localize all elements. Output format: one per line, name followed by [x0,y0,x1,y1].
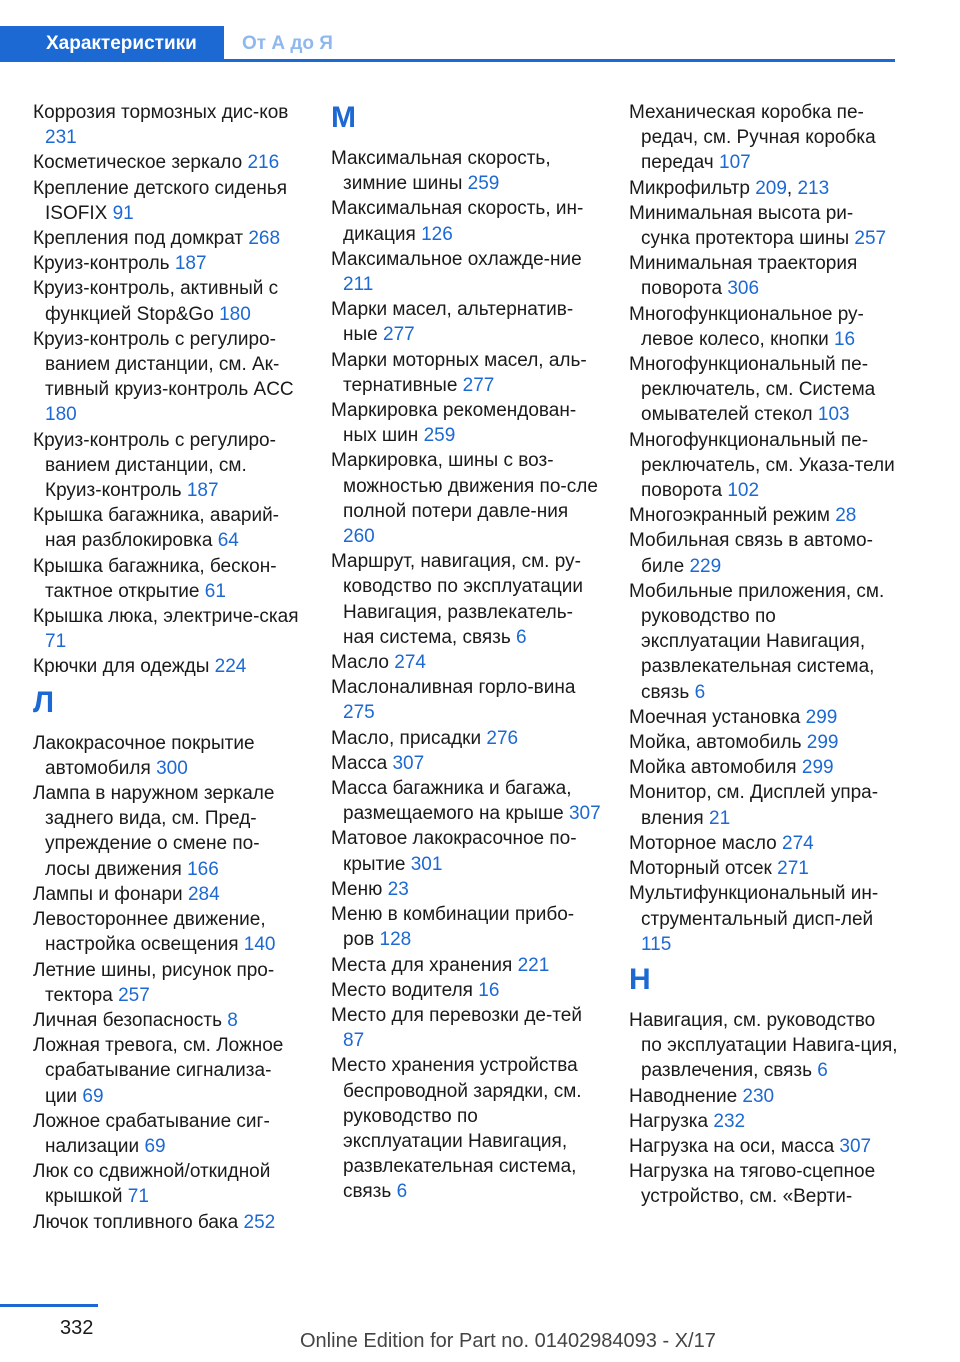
page-reference-link[interactable]: 274 [394,652,426,674]
index-entry [629,528,899,578]
index-entry [331,398,601,448]
index-entry-text: Максимальное охлажде-ние [331,248,582,270]
page-reference-link[interactable]: 260 [343,526,375,548]
page-reference-link[interactable]: 221 [517,954,550,976]
index-entry-text: Многофункциональный пе-реключатель, см. Система омывателей стекол [629,354,876,426]
page-reference-link[interactable]: 229 [689,555,722,577]
index-entry [629,780,899,830]
index-entry [629,1084,899,1109]
page-reference-link[interactable]: 71 [127,1186,149,1208]
index-entry-text: Летние шины, рисунок про-тектора [33,959,275,1006]
index-entry [629,428,899,504]
index-entry [331,675,601,725]
page-reference-link[interactable]: 299 [806,732,839,754]
index-entry [33,1210,303,1235]
page-reference-link[interactable]: 299 [801,757,834,779]
index-entry [629,881,899,957]
page-reference-link[interactable]: 128 [379,929,412,951]
index-entry-text: Крышка багажника, аварий-ная разблокировка [33,505,280,552]
index-entry-text: Масса багажника и багажа, размещаемого на крыше [331,778,572,825]
page-reference-link[interactable]: 277 [383,324,415,346]
page-reference-link[interactable]: 277 [462,374,495,396]
index-entry [33,251,303,276]
page-reference-link[interactable]: 187 [186,480,219,502]
index-entry-text: Лакокрасочное покрытие автомобиля [33,732,255,779]
page-reference-link[interactable]: 271 [777,858,809,880]
index-entry [331,1003,601,1053]
index-entry-text: Лампы и фонари [33,883,183,905]
index-letter-heading: М [331,101,356,134]
index-entry-text: Мойка автомобиля [629,757,797,779]
index-entry-text: Нагрузка на тягово-сцепное устройство, см. «Верти- [629,1161,876,1208]
index-entry-text: Крепления под домкрат [33,228,244,250]
index-entry [629,705,899,730]
page-number: 332 [60,1317,94,1339]
index-entry-text: Крючки для одежды [33,656,210,678]
page-reference-link[interactable]: 107 [719,152,751,174]
index-entry-text: Место для перевозки де-тей [331,1004,582,1026]
index-entry [33,428,303,504]
index-entry [331,448,601,549]
index-entry [629,503,899,528]
page-reference-link[interactable]: 257 [118,984,150,1006]
index-entry [33,100,303,150]
page-reference-link[interactable]: 274 [782,832,814,854]
page-reference-link[interactable]: 284 [187,883,220,905]
index-entry [629,856,899,881]
page-reference-link[interactable]: 126 [421,223,453,245]
index-entry [33,1159,303,1209]
page-reference-link[interactable]: 252 [243,1211,276,1233]
page-reference-link[interactable]: 209 [755,177,787,199]
page-reference-link[interactable]: 91 [112,202,134,224]
index-entry [33,150,303,175]
index-entry [33,781,303,882]
index-entry-text: Нагрузка на оси, масса [629,1135,835,1157]
index-entry [331,953,601,978]
page-reference-link[interactable]: 230 [742,1085,775,1107]
page-reference-link[interactable]: 71 [45,631,67,653]
index-entry [331,348,601,398]
index-entry [331,726,601,751]
page-reference-link[interactable]: 187 [174,253,207,275]
index-column-1 [33,100,303,1235]
index-entry [331,549,601,650]
page-reference-link[interactable]: 180 [219,303,251,325]
index-letter-heading: Л [33,685,55,719]
page-number-rule [0,1304,98,1307]
page-reference-link[interactable]: 69 [144,1135,166,1157]
tab-a-to-z[interactable]: От А до Я [242,33,333,54]
index-letter-heading: Н [629,962,651,996]
index-entry [331,877,601,902]
index-entry [629,1008,899,1084]
index-entry [331,146,601,196]
index-entry-text: Личная безопасность [33,1009,223,1031]
index-entry [331,751,601,776]
index-entry-text: Мультифункциональный ин-струментальный дисп-лей [629,883,879,930]
page-reference-link[interactable]: 301 [410,853,443,875]
index-entry-text: Матовое лакокрасочное по-крытие [331,828,577,875]
index-entry [331,776,601,826]
index-entry-text: Коррозия тормозных дис-ков [33,102,289,123]
index-entry-text: Микрофильтр [629,177,750,199]
index-entry-text: Марки моторных масел, аль-тернативные [331,349,587,396]
page-reference-link[interactable]: 307 [839,1135,872,1157]
index-entry-text: Маршрут, навигация, см. ру-ководство по эксплуатации Навигация, развлекатель-ная система, связь [331,551,583,648]
index-entry [331,297,601,347]
edition-footer: Online Edition for Part no. 01402984093 - X/17 [300,1330,716,1352]
index-entry-text: Максимальная скорость, ин-дикация [331,198,584,245]
index-entry [629,352,899,428]
index-entry: Микрофильтр 209, 213 [629,177,830,199]
page-reference-link[interactable]: 307 [392,752,425,774]
index-entry-text: Многофункциональный пе-реключатель, см. Указа-тели поворота [629,429,895,502]
index-entry-text: Лючок топливного бака [33,1211,239,1233]
index-entry [629,579,899,705]
page-reference-link[interactable]: 231 [45,127,77,149]
page-reference-link[interactable]: 6 [516,626,527,648]
index-entry [331,1053,601,1204]
page-reference-link[interactable]: 16 [833,328,856,350]
index-entry [33,327,303,428]
index-entry [331,978,601,1003]
page-reference-link[interactable]: 276 [486,727,519,749]
index-entry [331,650,601,675]
page-reference-link[interactable]: 115 [641,933,672,955]
index-entry [33,654,303,679]
index-entry-text: Марки масел, альтернатив-ные [331,299,574,346]
index-entry [629,1134,899,1159]
index-entry-text: Маркировка, шины с воз-можностью движения по-сле полной потери давле-ния [331,450,598,522]
index-entry [331,196,601,246]
tab-characteristics[interactable]: Характеристики [0,26,224,62]
page-reference-link[interactable]: 6 [817,1060,828,1082]
index-column-2 [331,100,601,1205]
index-entry [331,826,601,876]
index-entry [629,730,899,755]
page-reference-link[interactable]: 69 [82,1085,104,1107]
index-entry [629,831,899,856]
index-entry [331,247,601,297]
page-reference-link[interactable]: 87 [343,1030,365,1052]
page-reference-link[interactable]: 268 [248,228,281,250]
index-entry-text: Лампа в наружном зеркале заднего вида, см. Пред-упреждение о смене по-лосы движения [33,783,275,880]
index-entry-text: Крышка люка, электриче-ская [33,606,299,628]
index-entry-text: Моечная установка [629,706,801,728]
index-entry-text: Ложная тревога, см. Ложное срабатывание сигнализа-ции [33,1035,284,1107]
page-reference-link[interactable]: 6 [694,681,706,703]
page-reference-link[interactable]: 224 [214,656,247,678]
index-entry-text: Нагрузка [629,1110,709,1132]
index-entry-text: Масло, присадки [331,727,482,749]
index-entry [33,907,303,957]
index-entry-text: Меню в комбинации прибо-ров [331,904,575,951]
index-entry [33,276,303,326]
index-entry [33,882,303,907]
index-entry-text: Механическая коробка пе-редач, см. Ручная коробка передач [629,102,876,174]
page-reference-link[interactable]: 28 [835,505,857,527]
page-reference-link[interactable]: 23 [387,878,409,900]
page-reference-link[interactable]: 166 [187,858,219,880]
index-entry [33,1033,303,1109]
page-reference-link[interactable]: 275 [343,702,375,724]
index-entry-text: Монитор, см. Дисплей упра-вления [629,782,879,829]
page-reference-link[interactable]: 64 [217,530,239,552]
page-reference-link[interactable]: 232 [713,1110,746,1132]
index-entry [629,100,899,176]
index-entry [629,1159,899,1209]
page-reference-link[interactable]: 102 [727,480,760,502]
page-reference-link[interactable]: 6 [396,1181,408,1203]
index-entry-text: Минимальная высота ри-сунка протектора шины [629,202,854,250]
page-reference-link[interactable]: 300 [156,757,188,779]
chapter-tabs [0,0,895,62]
index-entry-text: Наводнение [629,1085,738,1107]
index-entry-text: Моторный отсек [629,858,772,880]
index-entry-text: Круиз-контроль с регулиро-ванием дистанции, см. Ак-тивный круиз-контроль ACC [33,328,294,401]
index-entry-text: Ложное срабатывание сиг-нализации [33,1110,270,1157]
index-entry-text: Круиз-контроль с регулиро-ванием дистанции, см. Круиз-контроль [33,429,276,502]
index-entry-text: Место водителя [331,979,473,1001]
index-entry-text: Моторное масло [629,832,777,854]
index-entry [33,604,303,654]
page-reference-link[interactable]: 259 [467,173,500,195]
index-entry-text: Косметическое зеркало [33,152,243,174]
index-entry [629,201,899,251]
page-reference-link[interactable]: 140 [243,934,276,956]
page-reference-link[interactable]: 306 [727,278,760,300]
index-entry [33,176,303,226]
page-reference-link[interactable]: 216 [247,152,280,174]
index-entry [331,902,601,952]
index-entry-text: Меню [331,878,383,900]
tab-underline [224,59,895,62]
page-reference-link[interactable]: 213 [797,177,830,199]
index-entry-text: Масса [331,752,388,774]
index-entry [629,755,899,780]
index-entry-text: Крепление детского сиденья ISOFIX [33,177,288,224]
page-reference-link[interactable]: 21 [709,807,731,829]
index-entry-text: Мобильные приложения, см. руководство по эксплуатации Навигация, развлекательная система, связь [629,580,885,703]
page-reference-link[interactable]: 8 [227,1009,238,1031]
index-entry-text: Круиз-контроль, активный с функцией Stop&Go [33,278,279,325]
page-reference-link[interactable]: 16 [478,979,500,1001]
index-entry-text: Места для хранения [331,954,513,976]
page-reference-link[interactable]: 103 [817,404,850,426]
index-entry-text: Маркировка рекомендован-ных шин [331,400,577,447]
index-entry-text: Круиз-контроль [33,253,170,275]
page-reference-link[interactable]: 180 [45,404,77,426]
page-reference-link[interactable]: 299 [805,706,838,728]
index-entry [33,1109,303,1159]
index-entry [33,554,303,604]
index-entry [33,958,303,1008]
page-reference-link[interactable]: 211 [343,274,374,296]
index-entry-text: Левостороннее движение, настройка освещения [33,909,266,956]
index-entry [629,251,899,301]
index-entry-text: Мойка, автомобиль [629,732,802,754]
index-entry-text: Навигация, см. руководство по эксплуатации Навига-ция, развлечения, связь [629,1009,898,1082]
index-entry-text: Максимальная скорость, зимние шины [331,148,551,195]
index-column-3 [629,100,899,1210]
index-entry-text: Место хранения устройства беспроводной зарядки, см. руководство по эксплуатации Навигация, развлекательная система, связь [331,1055,582,1203]
index-entry-text: Люк со сдвижной/откидной крышкой [33,1161,271,1208]
index-entry [33,503,303,553]
index-entry [33,1008,303,1033]
page-reference-link[interactable]: 307 [568,803,601,825]
index-entry-text: Многофункциональное ру-левое колесо, кнопки [629,303,864,350]
index-entry-text: Мобильная связь в автомо-биле [629,530,873,577]
index-entry-text: Крышка багажника, бескон-тактное открытие [33,555,277,602]
page-reference-link[interactable]: 259 [423,425,456,447]
index-entry-text: Маслоналивная горло-вина [331,677,576,699]
page-reference-link[interactable]: 257 [854,228,887,250]
index-entry [33,731,303,781]
page-reference-link[interactable]: 61 [204,580,226,602]
index-entry-text: Многоэкранный режим [629,505,830,527]
index-entry [629,302,899,352]
index-entry-text: Масло [331,652,389,674]
index-entry-text: Минимальная траектория поворота [629,253,858,300]
index-entry [629,1109,899,1134]
index-entry [33,226,303,251]
